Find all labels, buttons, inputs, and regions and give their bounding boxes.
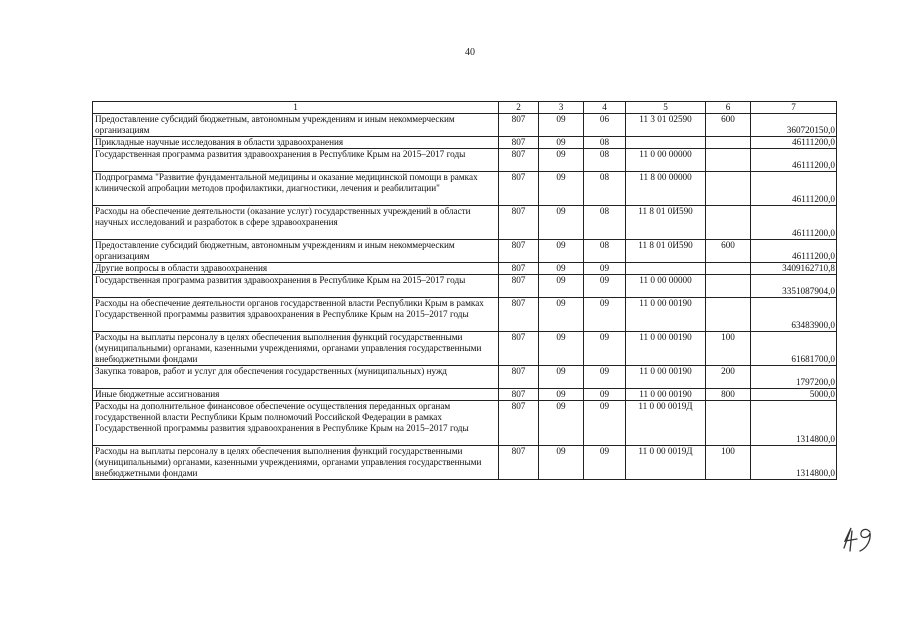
row-expense-type-cell (706, 172, 751, 206)
row-expense-type-cell (706, 137, 751, 149)
row-amount-cell: 1314800,0 (751, 401, 837, 446)
row-section-cell: 09 (539, 401, 584, 446)
row-name-cell: Предоставление субсидий бюджетным, автономным учреждениям и иным некоммерческим организациям (93, 240, 499, 263)
handwritten-page-mark (838, 524, 878, 554)
row-amount-cell: 46111200,0 (751, 149, 837, 172)
table-row (93, 446, 837, 480)
row-amount-cell: 46111200,0 (751, 172, 837, 206)
row-name-cell: Предоставление субсидий бюджетным, автономным учреждениям и иным некоммерческим организациям (93, 114, 499, 137)
row-amount-cell: 3409162710,8 (751, 263, 837, 275)
row-expense-type-cell: 100 (706, 332, 751, 366)
row-target-article-cell: 11 0 00 00190 (626, 332, 706, 366)
row-expense-type-cell (706, 298, 751, 332)
row-section-cell: 09 (539, 389, 584, 401)
row-amount-cell: 46111200,0 (751, 137, 837, 149)
row-code-cell: 807 (499, 275, 539, 298)
row-name-cell: Государственная программа развития здравоохранения в Республике Крым на 2015–2017 годы (93, 275, 499, 298)
row-name-cell: Расходы на выплаты персоналу в целях обеспечения выполнения функций государственными (муниципальными) органами, казенными учреждениями, органами управления государственными внебюджетными фондами (93, 332, 499, 366)
row-subsection-cell: 09 (584, 366, 626, 389)
table-row (93, 401, 837, 446)
table-row (93, 298, 837, 332)
row-section-cell: 09 (539, 366, 584, 389)
row-code-cell: 807 (499, 149, 539, 172)
row-expense-type-cell: 200 (706, 366, 751, 389)
row-name-cell: Другие вопросы в области здравоохранения (93, 263, 499, 275)
row-section-cell: 09 (539, 446, 584, 480)
row-amount-cell: 61681700,0 (751, 332, 837, 366)
table-header-row (93, 102, 837, 114)
page-number: 40 (465, 47, 475, 58)
row-target-article-cell: 11 0 00 00190 (626, 298, 706, 332)
table-row (93, 275, 837, 298)
row-amount-cell: 1797200,0 (751, 366, 837, 389)
row-target-article-cell: 11 0 00 00000 (626, 149, 706, 172)
header-cell: 1 (93, 102, 499, 114)
row-code-cell: 807 (499, 298, 539, 332)
row-name-cell: Подпрограмма "Развитие фундаментальной медицины и оказание медицинской помощи в рамках клинической апробации методов профилактики, диагностики, лечения и реабилитации" (93, 172, 499, 206)
row-code-cell: 807 (499, 114, 539, 137)
header-cell: 5 (626, 102, 706, 114)
row-name-cell: Расходы на обеспечение деятельности органов государственной власти Республики Крым в рамках Государственной программы развития здравоохранения в Республике Крым на 2015–2017 годы (93, 298, 499, 332)
row-expense-type-cell: 600 (706, 114, 751, 137)
budget-table (92, 101, 837, 480)
row-target-article-cell: 11 8 01 0И590 (626, 206, 706, 240)
row-amount-cell: 3351087904,0 (751, 275, 837, 298)
table-row (93, 240, 837, 263)
table-row (93, 172, 837, 206)
row-name-cell: Иные бюджетные ассигнования (93, 389, 499, 401)
row-code-cell: 807 (499, 263, 539, 275)
row-code-cell: 807 (499, 446, 539, 480)
row-target-article-cell: 11 0 00 0019Д (626, 401, 706, 446)
table-body (93, 102, 837, 480)
row-amount-cell: 360720150,0 (751, 114, 837, 137)
row-target-article-cell: 11 0 00 00190 (626, 366, 706, 389)
row-subsection-cell: 06 (584, 114, 626, 137)
row-name-cell: Государственная программа развития здравоохранения в Республике Крым на 2015–2017 годы (93, 149, 499, 172)
row-subsection-cell: 08 (584, 240, 626, 263)
header-cell: 2 (499, 102, 539, 114)
row-target-article-cell: 11 0 00 00190 (626, 389, 706, 401)
row-section-cell: 09 (539, 298, 584, 332)
row-subsection-cell: 08 (584, 172, 626, 206)
row-target-article-cell: 11 0 00 0019Д (626, 446, 706, 480)
table-row (93, 366, 837, 389)
table-row (93, 114, 837, 137)
row-section-cell: 09 (539, 172, 584, 206)
row-subsection-cell: 08 (584, 149, 626, 172)
row-name-cell: Закупка товаров, работ и услуг для обеспечения государственных (муниципальных) нужд (93, 366, 499, 389)
row-expense-type-cell: 100 (706, 446, 751, 480)
row-section-cell: 09 (539, 240, 584, 263)
row-section-cell: 09 (539, 263, 584, 275)
row-target-article-cell: 11 3 01 02590 (626, 114, 706, 137)
row-expense-type-cell (706, 263, 751, 275)
table-row (93, 332, 837, 366)
row-name-cell: Расходы на обеспечение деятельности (оказание услуг) государственных учреждений в области научных исследований и разработок в сфере здравоохранения (93, 206, 499, 240)
row-target-article-cell (626, 137, 706, 149)
row-code-cell: 807 (499, 389, 539, 401)
row-name-cell: Расходы на выплаты персоналу в целях обеспечения выполнения функций государственными (муниципальными) органами, казенными учреждениями, органами управления государственными внебюджетными фондами (93, 446, 499, 480)
row-amount-cell: 63483900,0 (751, 298, 837, 332)
table-row (93, 206, 837, 240)
row-expense-type-cell (706, 401, 751, 446)
row-subsection-cell: 09 (584, 275, 626, 298)
row-code-cell: 807 (499, 137, 539, 149)
row-expense-type-cell: 600 (706, 240, 751, 263)
row-target-article-cell: 11 8 01 0И590 (626, 240, 706, 263)
row-code-cell: 807 (499, 366, 539, 389)
row-subsection-cell: 09 (584, 446, 626, 480)
row-name-cell: Прикладные научные исследования в области здравоохранения (93, 137, 499, 149)
row-expense-type-cell (706, 206, 751, 240)
row-subsection-cell: 09 (584, 263, 626, 275)
row-section-cell: 09 (539, 206, 584, 240)
row-target-article-cell (626, 263, 706, 275)
row-name-cell: Расходы на дополнительное финансовое обеспечение осуществления переданных органам государственной власти Республики Крым полномочий Российской Федерации в рамках Государственной программы развития здравоохранения в Республике Крым на 2015–2017 годы (93, 401, 499, 446)
row-expense-type-cell (706, 149, 751, 172)
row-expense-type-cell (706, 275, 751, 298)
table-row (93, 137, 837, 149)
row-code-cell: 807 (499, 240, 539, 263)
row-subsection-cell: 09 (584, 332, 626, 366)
row-code-cell: 807 (499, 206, 539, 240)
row-code-cell: 807 (499, 332, 539, 366)
row-subsection-cell: 09 (584, 298, 626, 332)
row-target-article-cell: 11 0 00 00000 (626, 275, 706, 298)
row-subsection-cell: 09 (584, 401, 626, 446)
row-section-cell: 09 (539, 114, 584, 137)
row-amount-cell: 46111200,0 (751, 206, 837, 240)
row-amount-cell: 5000,0 (751, 389, 837, 401)
row-section-cell: 09 (539, 149, 584, 172)
table-row (93, 149, 837, 172)
row-target-article-cell: 11 8 00 00000 (626, 172, 706, 206)
table-row (93, 263, 837, 275)
row-section-cell: 09 (539, 137, 584, 149)
row-amount-cell: 46111200,0 (751, 240, 837, 263)
header-cell: 7 (751, 102, 837, 114)
row-code-cell: 807 (499, 401, 539, 446)
row-section-cell: 09 (539, 332, 584, 366)
row-subsection-cell: 09 (584, 389, 626, 401)
row-section-cell: 09 (539, 275, 584, 298)
header-cell: 3 (539, 102, 584, 114)
row-subsection-cell: 08 (584, 137, 626, 149)
table-row (93, 389, 837, 401)
row-amount-cell: 1314800,0 (751, 446, 837, 480)
row-subsection-cell: 08 (584, 206, 626, 240)
row-code-cell: 807 (499, 172, 539, 206)
header-cell: 4 (584, 102, 626, 114)
row-expense-type-cell: 800 (706, 389, 751, 401)
header-cell: 6 (706, 102, 751, 114)
